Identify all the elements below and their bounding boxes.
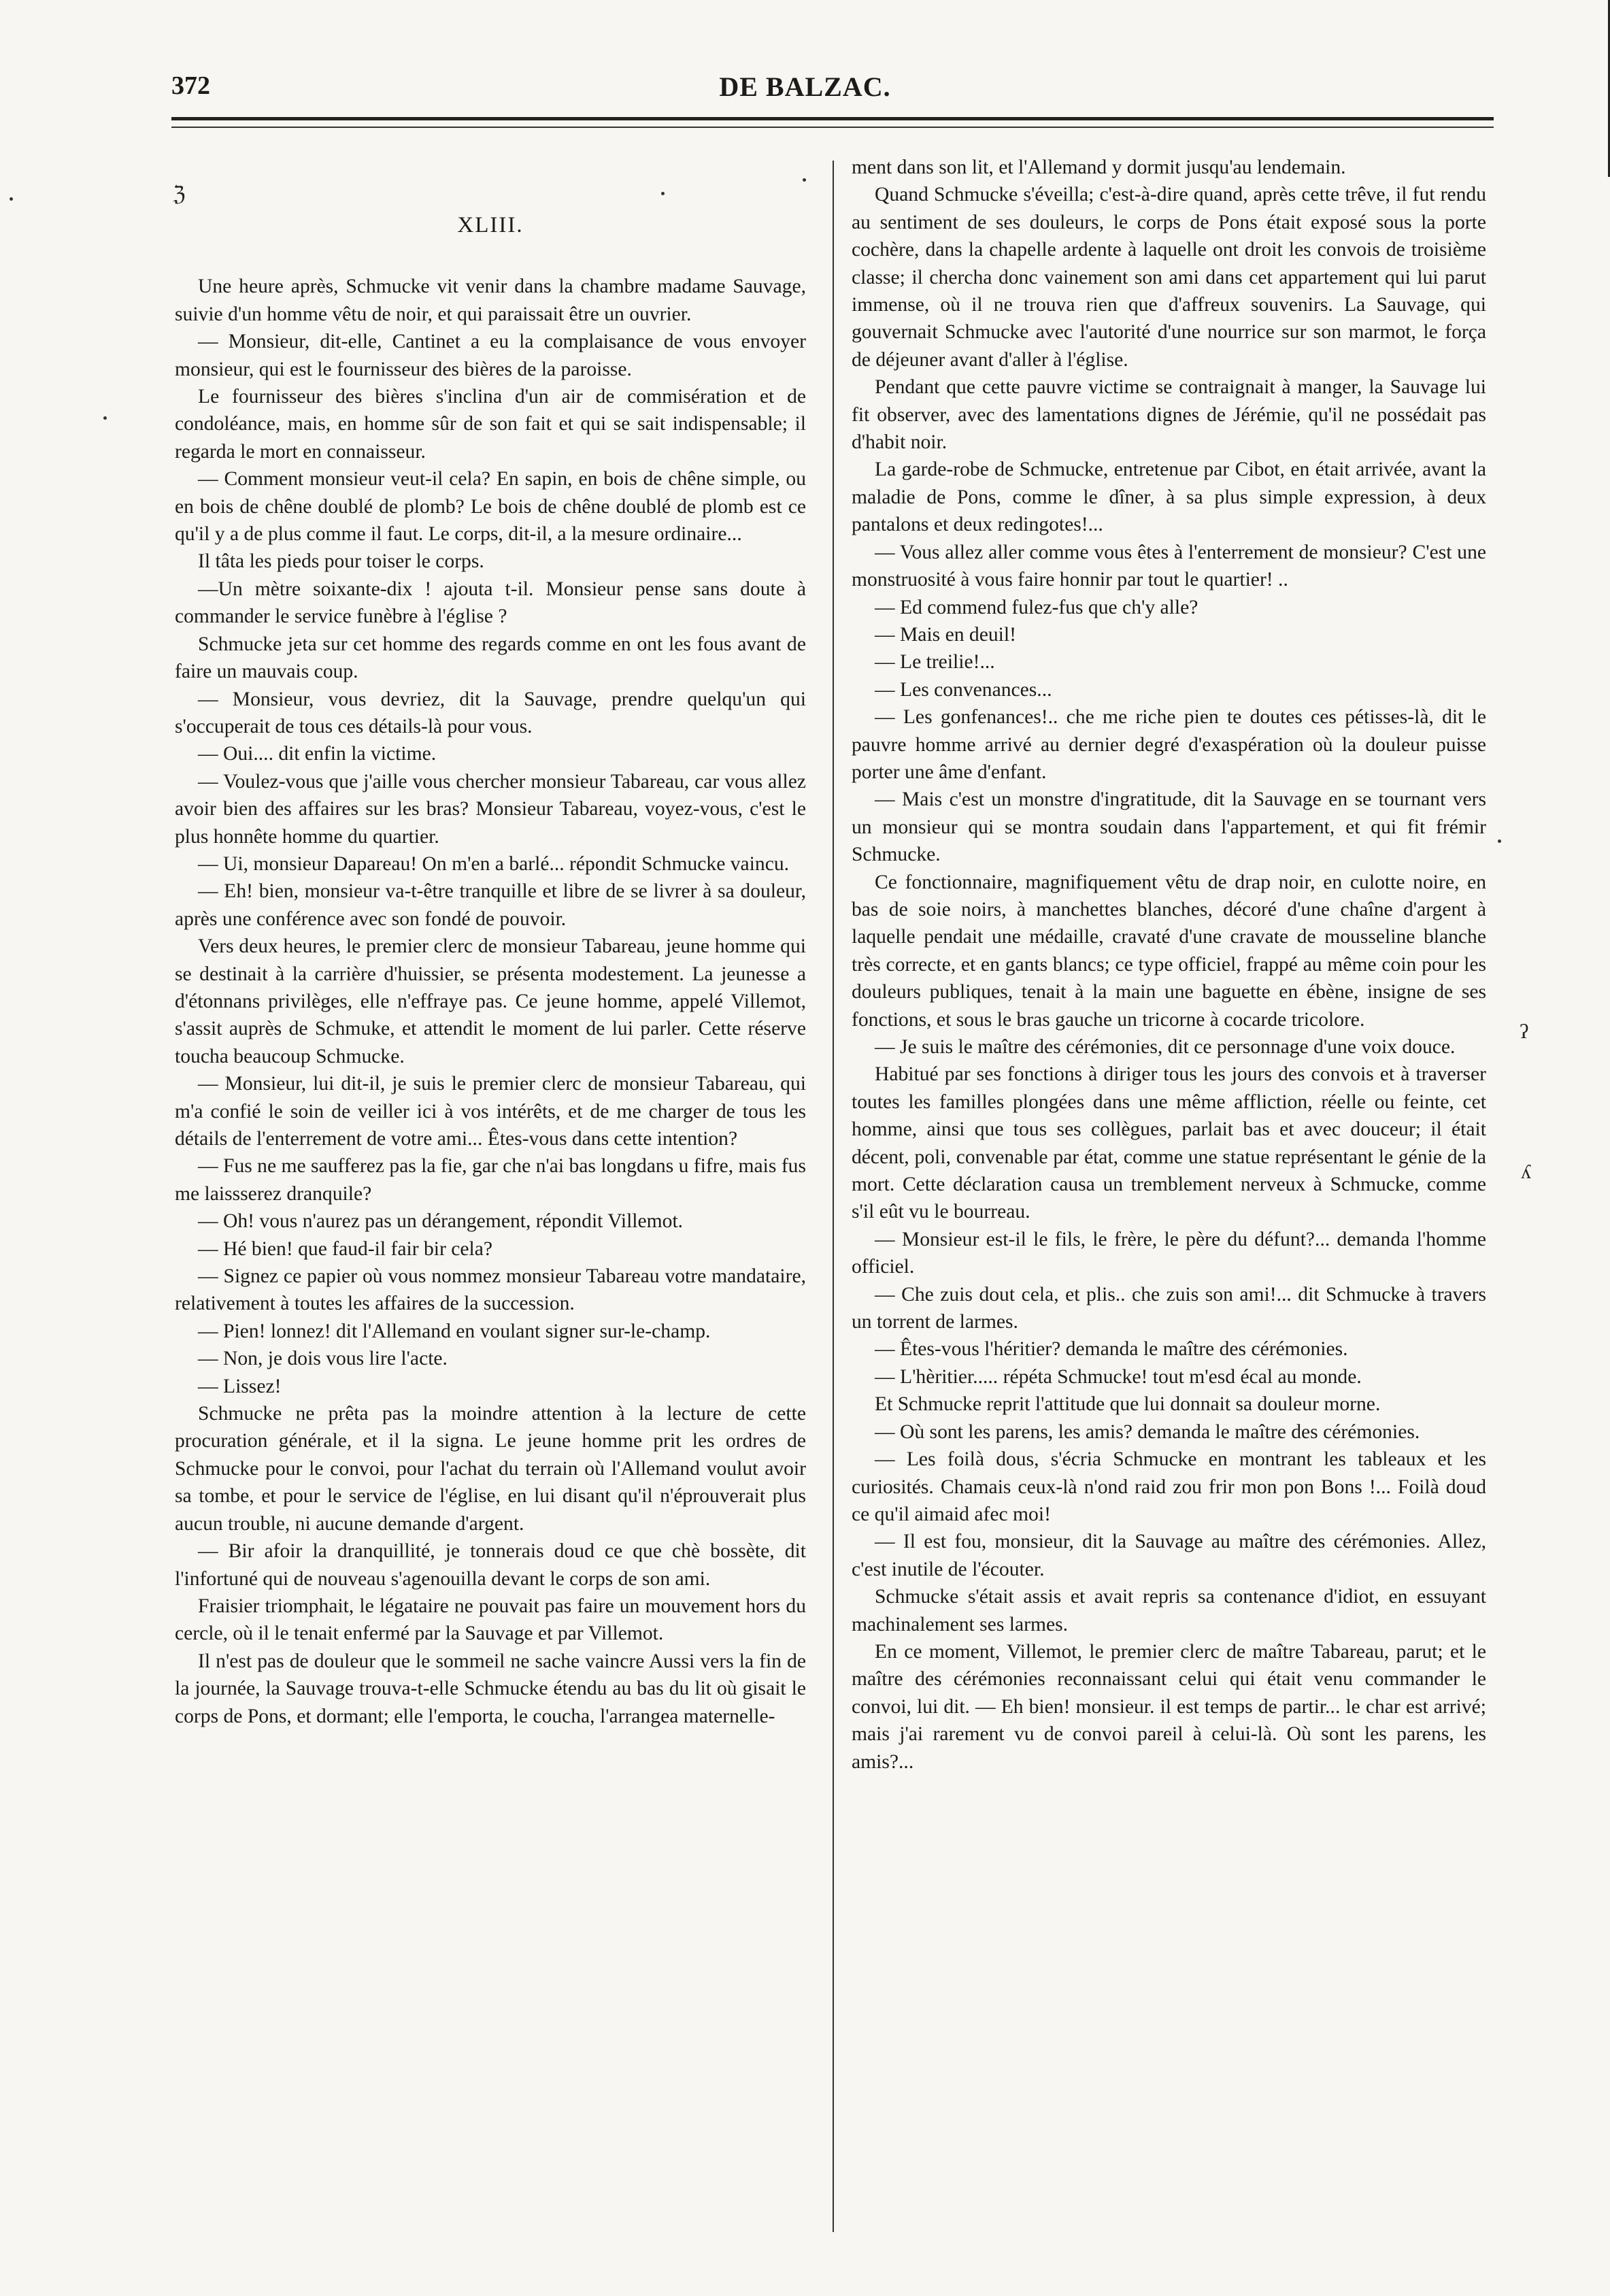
- paragraph: — Ui, monsieur Dapareau! On m'en a barlé... répondit Schmucke vaincu.: [198, 852, 790, 875]
- paragraph: Et Schmucke reprit l'attitude que lui donnait sa douleur morne.: [875, 1393, 1381, 1416]
- paragraph: — Hé bien! que faud-il fair bir cela?: [198, 1237, 493, 1260]
- top-rule: [171, 117, 1494, 120]
- paragraph: — Bir afoir la dranquillité, je tonnerais doud ce que chè bossète, dit l'infortuné qui de nouveau s'agenouilla devant le corps de son ami.: [175, 1540, 806, 1590]
- paragraph: Pendant que cette pauvre victime se contraignait à manger, la Sauvage lui fit observer, avec des lamentations dignes de Jérémie, qu'il ne possédait pas d'habit noir.: [852, 376, 1486, 454]
- paragraph: Ce fonctionnaire, magnifiquement vêtu de drap noir, en culotte noire, en bas de soie noirs, à manchettes blanches, décoré d'une chaîne d'argent à laquelle pendait une médaille, cravaté d'une cravate de mousseline blanche très correcte, et en gants blancs; ce type officiel, frappé au même coin pour les douleurs publiques, tenait à la main une baguette en ébène, insigne de ses fonctions, et sous le bras gauche un tricorne à cocarde tricolore.: [852, 871, 1486, 1031]
- paragraph: — Mais en deuil!: [875, 623, 1016, 646]
- paragraph: Il n'est pas de douleur que le sommeil ne sache vaincre Aussi vers la fin de la journée, la Sauvage trouva-t-elle Schmucke étendu au bas du lit où gisait le corps de Pons, et dormant; elle l'emporta, le coucha, l'arrangea maternelle-: [175, 1650, 806, 1727]
- paragraph: Le fournisseur des bières s'inclina d'un air de commisération et de condoléance, mais, en homme sûr de son fait et qui se sait indispensable; il regarda le mort en connaisseur.: [175, 386, 806, 463]
- paragraph: — Vous allez aller comme vous êtes à l'enterrement de monsieur? C'est une monstruosité à vous faire honnir par tout le quartier! ..: [852, 541, 1486, 591]
- paragraph: — Oui.... dit enfin la victime.: [198, 743, 437, 765]
- margin-mark-left: ℨ: [173, 183, 186, 205]
- paragraph: Il tâta les pieds pour toiser le corps.: [198, 550, 484, 573]
- left-column: [175, 154, 806, 1730]
- paragraph: Schmucke jeta sur cet homme des regards comme en ont les fous avant de faire un mauvais coup.: [175, 633, 806, 683]
- paragraph: — Signez ce papier où vous nommez monsieur Tabareau votre mandataire, relativement à toutes les affaires de la succession.: [175, 1265, 806, 1315]
- paragraph: —Un mètre soixante-dix ! ajouta t-il. Monsieur pense sans doute à commander le service funèbre à l'église ?: [175, 578, 806, 628]
- paragraph: — Voulez-vous que j'aille vous chercher monsieur Tabareau, car vous allez avoir bien des affaires sur les bras? Monsieur Tabareau, voyez-vous, c'est le plus honnête homme du quartier.: [175, 770, 806, 848]
- paragraph: — Pien! lonnez! dit l'Allemand en voulant signer sur-le-champ.: [198, 1320, 711, 1342]
- paragraph: — Les foilà dous, s'écria Schmucke en montrant les tableaux et les curiosités. Chamais ceux-là n'ond raid zou frir mon pon Bons !... Foilà doud ce qu'il aimaid afec moi!: [852, 1448, 1486, 1525]
- paragraph: Schmucke ne prêta pas la moindre attention à la lecture de cette procuration générale, et il la signa. Le jeune homme prit les ordres de Schmucke pour le convoi, pour l'achat du terrain où l'Allemand voulut avoir sa tombe, et pour le service de l'église, en lui disant qu'il n'éprouverait plus aucun trouble, ni aucune demande d'argent.: [175, 1403, 806, 1535]
- running-title: DE BALZAC.: [719, 71, 891, 102]
- chapter-heading: XLIII.: [457, 213, 524, 237]
- paragraph: — Comment monsieur veut-il cela? En sapin, en bois de chêne simple, ou en bois de chêne doublé de plomb? Le bois de chêne doublé de plomb est ce qu'il y a de plus comme il faut. Le corps, dit-il, a la mesure ordinaire...: [175, 468, 806, 546]
- paragraph: — Il est fou, monsieur, dit la Sauvage au maître des cérémonies. Allez, c'est inutile de l'écouter.: [852, 1531, 1486, 1580]
- column-divider: [833, 161, 834, 2232]
- paragraph: — Eh! bien, monsieur va-t-être tranquille et libre de se livrer à sa douleur, après une conférence avec son fondé de pouvoir.: [175, 880, 806, 930]
- paragraph: Quand Schmucke s'éveilla; c'est-à-dire quand, après cette trêve, il fut rendu au sentiment de ses douleurs, le corps de Pons était exposé sous la porte cochère, dans la chapelle ardente à laquelle ont droit les convois de troisième classe; il chercha donc vainement son ami dans cet appartement qui lui parut immense, où il ne trouva rien que d'affreux souvenirs. La Sauvage, qui gouvernait Schmucke avec l'autorité d'une nourrice sur son marmot, le força de déjeuner avant d'aller à l'église.: [852, 184, 1486, 371]
- paragraph: Vers deux heures, le premier clerc de monsieur Tabareau, jeune homme qui se destinait à la carrière d'huissier, se présenta modestement. La jeunesse a d'étonnans privilèges, elle n'effraye pas. Ce jeune homme, appelé Villemot, s'assit auprès de Schmuke, et attendit le moment de lui parler. Cette réserve toucha beaucoup Schmucke.: [175, 935, 806, 1067]
- paragraph: — Monsieur, lui dit-il, je suis le premier clerc de monsieur Tabareau, qui m'a confié le soin de veiller ici à vos intérêts, et de me charger de tous les détails de l'enterrement de votre ami... Êtes-vous dans cette intention?: [175, 1073, 806, 1150]
- paragraph: En ce moment, Villemot, le premier clerc de maître Tabareau, parut; et le maître des cérémonies reconnaissant celui qui était venu commander le convoi, lui dit. — Eh bien! monsieur. il est temps de partir... le char est arrivé; mais j'ai rarement vu de convoi pareil à celui-là. Où sont les parens, les amis?...: [852, 1640, 1486, 1773]
- top-rule-thin: [171, 127, 1494, 128]
- paragraph: — Oh! vous n'aurez pas un dérangement, répondit Villemot.: [198, 1210, 684, 1233]
- paragraph: La garde-robe de Schmucke, entretenue par Cibot, en était arrivée, avant la maladie de Pons, comme le dîner, à sa plus simple expression, à deux pantalons et deux redingotes!...: [852, 459, 1486, 536]
- speck-mark: [1498, 839, 1501, 843]
- paragraph: ment dans son lit, et l'Allemand y dormit jusqu'au lendemain.: [852, 156, 1346, 178]
- paragraph: — Où sont les parens, les amis? demanda le maître des cérémonies.: [875, 1420, 1420, 1443]
- paragraph: — Je suis le maître des cérémonies, dit ce personnage d'une voix douce.: [875, 1036, 1456, 1058]
- paragraph: — Non, je dois vous lire l'acte.: [198, 1348, 448, 1370]
- paragraph: — Monsieur est-il le fils, le frère, le père du défunt?... demanda l'homme officiel.: [852, 1228, 1486, 1278]
- paragraph: — Monsieur, dit-elle, Cantinet a eu la complaisance de vous envoyer monsieur, qui est le fournisseur des bières de la paroisse.: [175, 331, 806, 380]
- right-column: [852, 154, 1486, 1776]
- paragraph: — Lissez!: [198, 1375, 282, 1397]
- margin-mark-right: ʎ: [1521, 1161, 1531, 1183]
- margin-mark-right: ʔ: [1520, 1020, 1529, 1043]
- speck-mark: [10, 197, 13, 201]
- paragraph: — Mais c'est un monstre d'ingratitude, dit la Sauvage en se tournant vers un monsieur qui se montra soudain dans l'appartement, et qui fit frémir Schmucke.: [852, 788, 1486, 866]
- paragraph: — Êtes-vous l'héritier? demanda le maître des cérémonies.: [875, 1338, 1348, 1361]
- paragraph: — Ed commend fulez-fus que ch'y alle?: [875, 596, 1198, 618]
- paragraph: — Les convenances...: [875, 678, 1052, 701]
- page-number: 372: [171, 71, 210, 100]
- speck-mark: [103, 416, 107, 420]
- paragraph: — Le treilie!...: [875, 651, 995, 673]
- paragraph: Une heure après, Schmucke vit venir dans la chambre madame Sauvage, suivie d'un homme vêtu de noir, et qui paraissait être un ouvrier.: [175, 276, 806, 325]
- paragraph: Fraisier triomphait, le légataire ne pouvait pas faire un mouvement hors du cercle, où il le tenait enfermé par la Sauvage et par Villemot.: [175, 1595, 806, 1645]
- paragraph: — Les gonfenances!.. che me riche pien te doutes ces pétisses-là, dit le pauvre homme arrivé au dernier degré d'exaspération où la douleur puisse porter une âme d'enfant.: [852, 706, 1486, 783]
- paragraph: — L'hèritier..... répéta Schmucke! tout m'esd écal au monde.: [875, 1365, 1362, 1388]
- paragraph: — Fus ne me saufferez pas la fie, gar che n'ai bas longdans u fifre, mais fus me laissserez dranquile?: [175, 1155, 806, 1205]
- paragraph: — Monsieur, vous devriez, dit la Sauvage, prendre quelqu'un qui s'occuperait de tous ces détails-là pour vous.: [175, 688, 806, 737]
- paragraph: — Che zuis dout cela, et plis.. che zuis son ami!... dit Schmucke à travers un torrent de larmes.: [852, 1283, 1486, 1333]
- paragraph: Habitué par ses fonctions à diriger tous les jours des convois et à traverser toutes les familles plongées dans une même affliction, réelle ou feinte, cet homme, ainsi que tous ses collègues, parlait bas et avec douceur; il était décent, poli, convenable par état, comme une statue représentant le génie de la mort. Cette déclaration causa un tremblement nerveux à Schmucke, comme s'il eût vu le bourreau.: [852, 1063, 1486, 1223]
- paragraph: Schmucke s'était assis et avait repris sa contenance d'idiot, en essuyant machinalement ses larmes.: [852, 1586, 1486, 1635]
